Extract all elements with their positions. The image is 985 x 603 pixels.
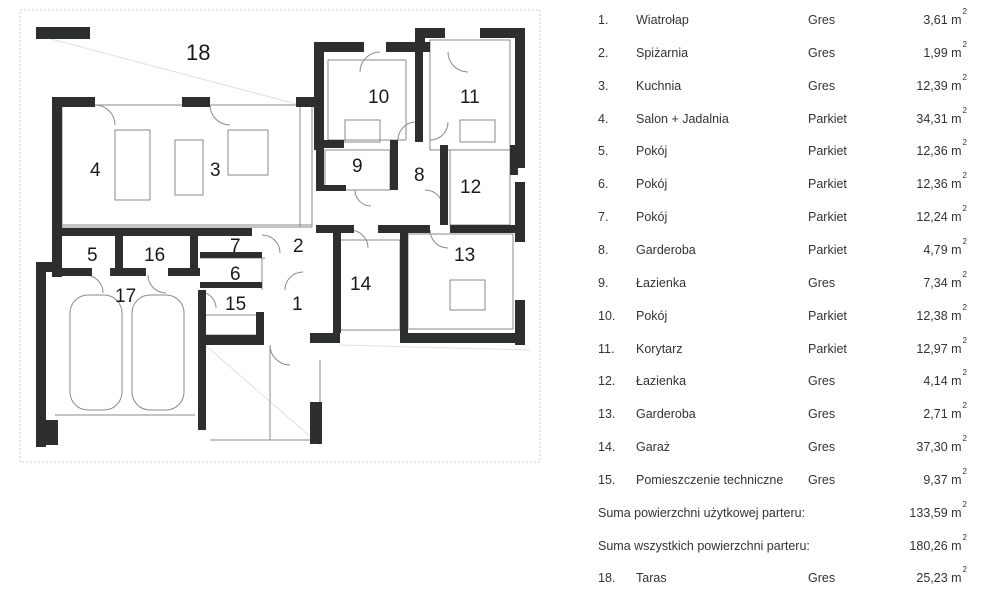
room-label-10: 10: [368, 87, 390, 108]
area-unit-exponent: 2: [962, 236, 967, 246]
area-unit-exponent: 2: [962, 434, 967, 444]
floor-type: Parkiet: [808, 144, 847, 159]
room-row: [590, 138, 975, 164]
area-value: 12,36 m: [916, 177, 962, 192]
room-row: [590, 401, 975, 427]
room-name: Pomieszczenie techniczne: [636, 472, 784, 487]
terrace-row: [590, 565, 975, 591]
area-value: 133,59 m: [909, 505, 962, 520]
area-value: 12,39 m: [916, 78, 962, 93]
sum-area: [909, 499, 967, 520]
area-unit-exponent: 2: [962, 204, 967, 214]
room-row: [590, 302, 975, 329]
area-unit-exponent: 2: [962, 499, 967, 509]
room-label-12: 12: [460, 177, 482, 198]
area-value: 3,61 m: [923, 13, 962, 27]
area-value: 37,30 m: [916, 440, 962, 455]
room-area: [916, 204, 967, 225]
area-unit-exponent: 2: [962, 368, 967, 378]
room-number: 14.: [598, 440, 616, 455]
room-number: 10.: [598, 308, 616, 323]
room-area: [916, 335, 967, 356]
room-row: [590, 7, 975, 33]
floor-type: Gres: [808, 407, 836, 422]
terrace-hatch: [340, 345, 530, 350]
area-unit-exponent: 2: [962, 466, 967, 476]
room-number: 11.: [598, 341, 615, 356]
room-number: 9.: [598, 275, 609, 290]
area-value: 1,99 m: [923, 45, 962, 60]
room-row: [590, 72, 975, 99]
room-row: [590, 236, 975, 263]
area-unit-exponent: 2: [962, 335, 967, 345]
area-value: 12,36 m: [916, 144, 962, 159]
room-label-14: 14: [350, 274, 372, 295]
room-label-5: 5: [87, 245, 98, 266]
area-unit-exponent: 2: [962, 565, 967, 575]
area-unit-exponent: 2: [962, 401, 967, 411]
room-number: 13.: [598, 407, 616, 422]
area-unit-exponent: 2: [962, 72, 967, 82]
room-area: [923, 269, 967, 290]
area-value: 9,37 m: [923, 472, 962, 487]
room-label-11: 11: [460, 87, 480, 108]
room-area: [923, 466, 967, 487]
sum-label: Suma wszystkich powierzchni parteru:: [598, 538, 810, 553]
room-area: [916, 138, 967, 159]
room-label-2: 2: [293, 236, 304, 257]
area-value: 4,14 m: [923, 374, 962, 389]
room-name: Kuchnia: [636, 78, 682, 93]
room-row: [590, 39, 975, 66]
area-unit-exponent: 2: [962, 532, 967, 542]
sum-total-row: [590, 532, 975, 559]
room-label-18: 18: [186, 40, 211, 65]
area-value: 34,31 m: [916, 111, 962, 126]
floor-type: Parkiet: [808, 341, 847, 356]
floor-type: Gres: [808, 374, 836, 389]
room-number: 3.: [598, 78, 609, 93]
area-unit-exponent: 2: [962, 138, 967, 148]
room-row: [590, 204, 975, 230]
room-area: [916, 72, 967, 93]
room-number: 8.: [598, 242, 609, 257]
area-unit-exponent: 2: [962, 105, 967, 115]
room-area: [923, 368, 967, 389]
area-value: 12,24 m: [916, 210, 962, 225]
sum-area: [909, 532, 967, 553]
floor-type: Gres: [808, 45, 836, 60]
room-row: [590, 466, 975, 493]
room-label-1: 1: [292, 294, 303, 315]
room-name: Spiżarnia: [636, 45, 689, 60]
floor-type: Parkiet: [808, 242, 847, 257]
room-name: Pokój: [636, 308, 668, 323]
room-number: 12.: [598, 374, 616, 389]
room-label-7: 7: [230, 236, 241, 257]
floor-type: Gres: [808, 78, 836, 93]
terrace-hatch: [36, 35, 300, 105]
floor-type: Gres: [808, 275, 836, 290]
room-area: [916, 171, 967, 192]
room-label-6: 6: [230, 264, 241, 285]
terrace-wall: [36, 27, 90, 39]
room-number: 4.: [598, 111, 609, 126]
floor-type: Parkiet: [808, 308, 847, 323]
area-value: 25,23 m: [916, 571, 962, 586]
room-number: 6.: [598, 177, 609, 192]
walls: [36, 28, 525, 447]
sum-usable-row: [590, 499, 975, 526]
room-name: Korytarz: [636, 341, 683, 356]
room-row: [590, 434, 975, 460]
area-unit-exponent: 2: [962, 171, 967, 181]
area-value: 12,97 m: [916, 341, 962, 356]
room-name: Łazienka: [636, 374, 687, 389]
floor-type: Parkiet: [808, 210, 847, 225]
room-name: Pokój: [636, 144, 668, 159]
room-label-17: 17: [115, 286, 137, 307]
interior-lines: [55, 40, 513, 440]
room-name: Łazienka: [636, 275, 687, 290]
room-number: 7.: [598, 210, 609, 225]
room-label-15: 15: [225, 294, 247, 315]
room-name: Garderoba: [636, 242, 696, 257]
floor-type: Gres: [808, 13, 836, 27]
room-name: Pokój: [636, 177, 668, 192]
area-value: 7,34 m: [923, 275, 962, 290]
sum-label: Suma powierzchni użytkowej parteru:: [598, 505, 806, 520]
floor-type: Gres: [808, 472, 836, 487]
room-area: [916, 565, 967, 586]
area-unit-exponent: 2: [962, 39, 967, 49]
room-area: [923, 7, 967, 27]
room-area: [923, 401, 967, 422]
floor-type: Gres: [808, 440, 836, 455]
room-label-9: 9: [352, 156, 363, 177]
area-value: 2,71 m: [923, 407, 962, 422]
room-area: [916, 302, 967, 323]
room-label-13: 13: [454, 245, 476, 266]
room-area: [916, 105, 967, 126]
room-row: [590, 368, 975, 394]
room-label-4: 4: [90, 160, 101, 181]
room-number: 15.: [598, 472, 616, 487]
room-number: 2.: [598, 45, 609, 60]
floor-type: Parkiet: [808, 111, 847, 126]
room-row: [590, 171, 975, 197]
room-label-3: 3: [210, 160, 221, 181]
area-value: 180,26 m: [909, 538, 962, 553]
floor-type: Parkiet: [808, 177, 847, 192]
room-row: [590, 335, 975, 362]
room-name: Salon + Jadalnia: [636, 111, 729, 126]
area-unit-exponent: 2: [962, 7, 967, 16]
room-number: 18.: [598, 571, 616, 586]
room-row: [590, 105, 975, 132]
room-name: Taras: [636, 571, 667, 586]
room-name: Garderoba: [636, 407, 696, 422]
room-label-16: 16: [144, 245, 166, 266]
room-name: Pokój: [636, 210, 668, 225]
room-area-table: [590, 0, 975, 603]
terrace-hatch: [205, 345, 320, 445]
room-label-8: 8: [414, 165, 425, 186]
room-area: [923, 39, 967, 60]
room-area: [916, 434, 967, 455]
room-number: 5.: [598, 144, 609, 159]
area-value: 4,79 m: [923, 242, 962, 257]
room-area: [923, 236, 967, 257]
room-number: 1.: [598, 13, 609, 27]
room-name: Garaż: [636, 440, 671, 455]
area-value: 12,38 m: [916, 308, 962, 323]
room-row: [590, 269, 975, 296]
area-unit-exponent: 2: [962, 269, 967, 279]
room-name: Wiatrołap: [636, 13, 689, 27]
area-unit-exponent: 2: [962, 302, 967, 312]
floor-type: Gres: [808, 571, 836, 586]
